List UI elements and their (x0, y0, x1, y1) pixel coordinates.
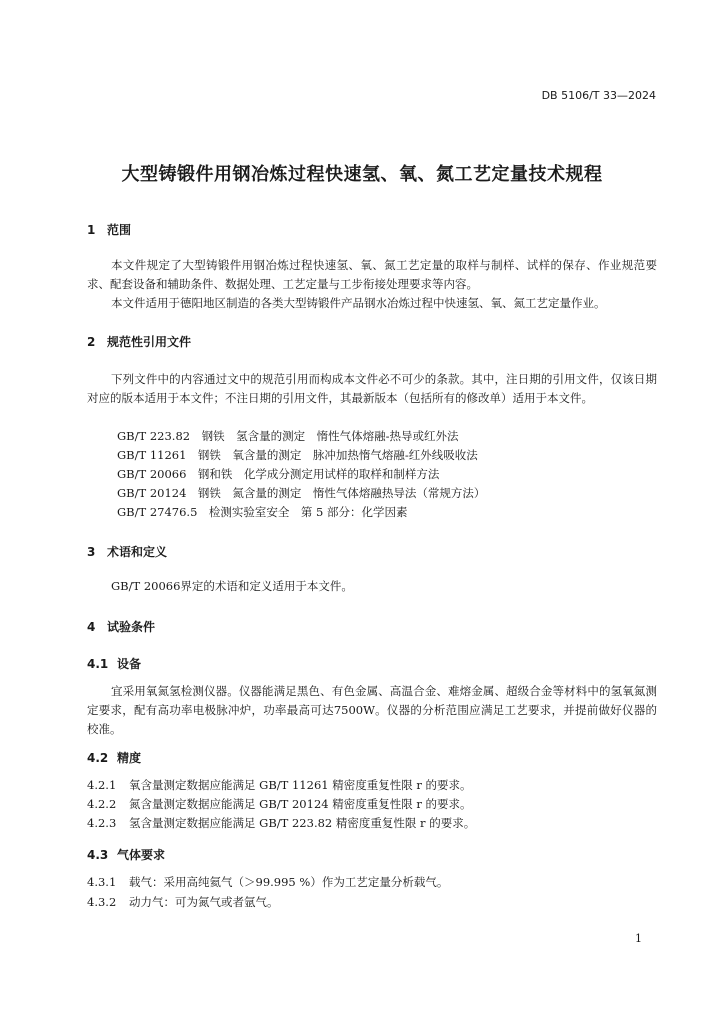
clause-4-2-2 (87, 796, 472, 812)
clause-number: 4.3.2 (87, 895, 117, 909)
subsection-4-3-heading (87, 846, 165, 863)
section-title: 试验条件 (107, 620, 156, 634)
reference-item: GB/T 20066 钢和铁 化学成分测定用试样的取样和制样方法 (117, 467, 440, 481)
section-2-paragraph-1: 下列文件中的内容通过文中的规范引用而构成本文件必不可少的条款。其中，注日期的引用文件，仅该日期对应的版本适用于本文件；不注日期的引用文件，其最新版本（包括所有的修改单）适用于本文件。 (87, 372, 657, 405)
subsection-4-2-heading (87, 749, 141, 766)
reference-item: GB/T 11261 钢铁 氧含量的测定 脉冲加热惰气熔融-红外线吸收法 (117, 448, 478, 462)
reference-item: GB/T 27476.5 检测实验室安全 第 5 部分：化学因素 (117, 505, 408, 519)
page-number: 1 (635, 932, 642, 945)
clause-4-3-1 (87, 874, 448, 890)
section-4-heading (87, 618, 155, 635)
subsection-title: 精度 (117, 751, 142, 765)
subsection-4-1-paragraph: 宜采用氧氮氢检测仪器。仪器能满足黑色、有色金属、高温合金、难熔金属、超级合金等材料中的氢氧氮测定要求，配有高功率电极脉冲炉，功率最高可达7500W。仪器的分析范围应满足工艺要求，并提前做好仪器的校准。 (87, 684, 657, 736)
subsection-number: 4.3 (87, 848, 109, 862)
clause-number: 4.2.3 (87, 816, 117, 830)
clause-4-3-2 (87, 894, 279, 910)
clause-text: 氮含量测定数据应能满足 GB/T 20124 精密度重复性限 r 的要求。 (129, 797, 472, 811)
clause-text: 载气：采用高纯氦气（＞99.995 %）作为工艺定量分析载气。 (129, 875, 449, 889)
subsection-title: 设备 (117, 657, 142, 671)
clause-text: 氧含量测定数据应能满足 GB/T 11261 精密度重复性限 r 的要求。 (129, 778, 472, 792)
section-2-heading (87, 333, 191, 350)
reference-item: GB/T 20124 钢铁 氮含量的测定 惰性气体熔融热导法（常规方法） (117, 486, 486, 500)
section-1-paragraph-1: 本文件规定了大型铸锻件用钢冶炼过程快速氢、氧、氮工艺定量的取样与制样、试样的保存、作业规范要求、配套设备和辅助条件、数据处理、工艺定量与工步衔接处理要求等内容。 (87, 258, 657, 291)
section-1-heading (87, 221, 131, 238)
clause-4-2-1 (87, 777, 472, 793)
subsection-4-1-heading (87, 655, 141, 672)
section-title: 术语和定义 (107, 545, 168, 559)
section-number: 3 (87, 545, 96, 559)
clause-text: 动力气：可为氮气或者氩气。 (129, 895, 279, 909)
clause-4-2-3 (87, 815, 475, 831)
reference-item: GB/T 223.82 钢铁 氢含量的测定 惰性气体熔融-热导或红外法 (117, 429, 459, 443)
section-number: 1 (87, 223, 96, 237)
section-title: 规范性引用文件 (107, 335, 192, 349)
clause-text: 氢含量测定数据应能满足 GB/T 223.82 精密度重复性限 r 的要求。 (129, 816, 476, 830)
subsection-number: 4.1 (87, 657, 109, 671)
page-title: 大型铸锻件用钢冶炼过程快速氢、氧、氮工艺定量技术规程 (121, 164, 603, 185)
subsection-number: 4.2 (87, 751, 109, 765)
subsection-title: 气体要求 (117, 848, 166, 862)
document-code: DB 5106/T 33—2024 (541, 89, 656, 102)
section-number: 2 (87, 335, 96, 349)
section-number: 4 (87, 620, 96, 634)
section-3-heading (87, 543, 167, 560)
clause-number: 4.3.1 (87, 875, 117, 889)
section-title: 范围 (107, 223, 132, 237)
clause-number: 4.2.1 (87, 778, 117, 792)
section-3-paragraph-1: GB/T 20066界定的术语和定义适用于本文件。 (111, 579, 353, 593)
section-1-paragraph-2: 本文件适用于德阳地区制造的各类大型铸锻件产品钢水冶炼过程中快速氢、氧、氮工艺定量作业。 (111, 296, 606, 310)
clause-number: 4.2.2 (87, 797, 117, 811)
